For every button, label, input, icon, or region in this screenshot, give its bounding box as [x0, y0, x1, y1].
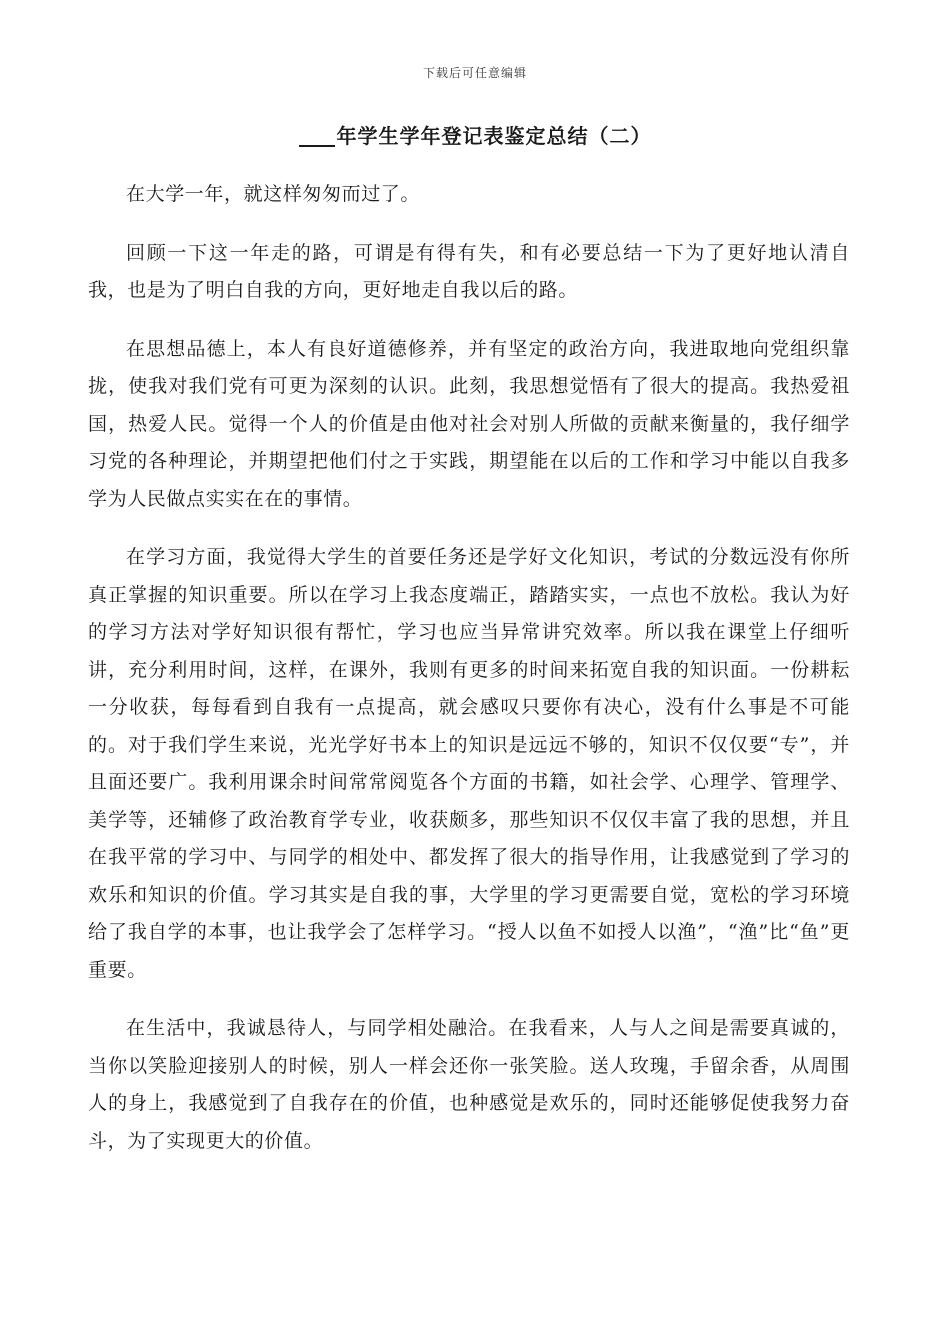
- document-body: [88, 176, 850, 1181]
- title-text: 年学生学年登记表鉴定总结（二）: [336, 124, 652, 148]
- paragraph-2: 回顾一下这一年走的路，可谓是有得有失，和有必要总结一下为了更好地认清自我，也是为了明白自我的方向，更好地走自我以后的路。: [88, 241, 850, 301]
- paragraph-5: 在生活中，我诚恳待人，与同学相处融洽。在我看来，人与人之间是需要真诚的，当你以笑脸迎接别人的时候，别人一样会还你一张笑脸。送人玫瑰，手留余香，从周围人的身上，我感觉到了自我存在的价值，也种感觉是欢乐的，同时还能够促使我努力奋斗，为了实现更大的价值。: [88, 1017, 850, 1152]
- paragraph-3: 在思想品德上，本人有良好道德修养，并有坚定的政治方向，我进取地向党组织靠拢，使我对我们党有可更为深刻的认识。此刻，我思想觉悟有了很大的提高。我热爱祖国，热爱人民。觉得一个人的价值是由他对社会对别人所做的贡献来衡量的，我仔细学习党的各种理论，并期望把他们付之于实践，期望能在以后的工作和学习中能以自我多学为人民做点实实在在的事情。: [88, 337, 850, 510]
- header-note: 下载后可任意编辑: [422, 66, 527, 80]
- page-title: [0, 120, 950, 149]
- paragraph-1: 在大学一年，就这样匆匆而过了。: [126, 183, 421, 205]
- title-blank-line: [299, 125, 335, 147]
- paragraph-4: 在学习方面，我觉得大学生的首要任务还是学好文化知识，考试的分数远没有你所真正掌握的知识重要。所以在学习上我态度端正，踏踏实实，一点也不放松。我认为好的学习方法对学好知识很有帮忙，学习也应当异常讲究效率。所以我在课堂上仔细听讲，充分利用时间，这样，在课外，我则有更多的时间来拓宽自我的知识面。一份耕耘一分收获，每每看到自我有一点提高，就会感叹只要你有决心，没有什么事是不可能的。对于我们学生来说，光光学好书本上的知识是远远不够的，知识不仅仅要“专”，并且面还要广。我利用课余时间常常阅览各个方面的书籍，如社会学、心理学、管理学、美学等，还辅修了政治教育学专业，收获颇多，那些知识不仅仅丰富了我的思想，并且在我平常的学习中、与同学的相处中、都发挥了很大的指导作用，让我感觉到了学习的欢乐和知识的价值。学习其实是自我的事，大学里的学习更需要自觉，宽松的学习环境给了我自学的本事，也让我学会了怎样学习。“授人以鱼不如授人以渔”，“渔”比“鱼”更重要。: [88, 546, 850, 981]
